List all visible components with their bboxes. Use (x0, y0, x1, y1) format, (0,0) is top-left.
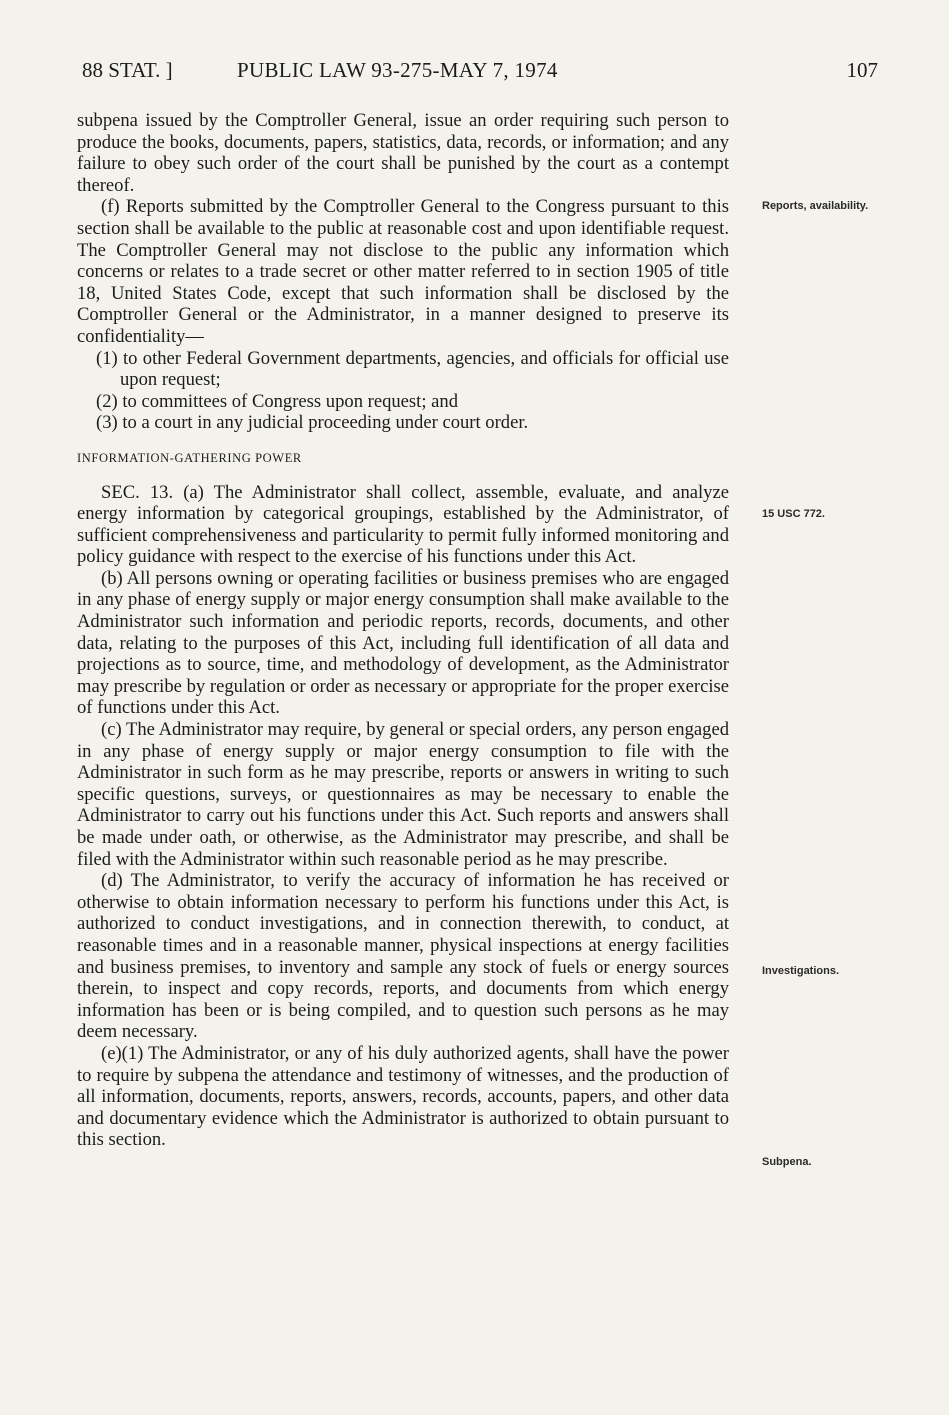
paragraph-continued: subpena issued by the Comptroller General, issue an order requiring such person to produce the books, documents, papers, statistics, data, records, or information; and any failure to obey such order of the court shall be punished by the court as a contempt thereof. (77, 110, 729, 196)
paragraph-f: (f) Reports submitted by the Comptroller General to the Congress pursuant to this section shall be available to the public at reasonable cost and upon identifiable request. The Comptroller General may not disclose to the public any information which concerns or relates to a trade secret or other matter referred to in section 1905 of title 18, United States Code, except that such information shall be disclosed by the Comptroller General or the Administrator, in a manner designed to preserve its confidentiality— (77, 196, 729, 347)
paragraph-b: (b) All persons owning or operating facilities or business premises who are engaged in any phase of energy supply or major energy consumption shall make available to the Administrator such information and periodic reports, records, documents, and other data, relating to the purposes of this Act, including full identification of all data and projections as to source, time, and methodology of development, as the Administrator may prescribe by regulation or order as necessary or appropriate for the proper exercise of functions under this Act. (77, 567, 729, 719)
paragraph-e1: (e)(1) The Administrator, or any of his duly authorized agents, shall have the power to require by subpena the attendance and testimony of witnesses, and the production of all information, documents, reports, answers, records, accounts, papers, and other data and documentary evidence which the Administrator is authorized to obtain pursuant to this section. (77, 1042, 729, 1151)
margin-note-investigations: Investigations. (762, 965, 840, 977)
page-title: PUBLIC LAW 93-275-MAY 7, 1974 (237, 58, 558, 82)
section-heading: INFORMATION-GATHERING POWER (77, 450, 302, 465)
page-number: 107 (846, 58, 878, 82)
page-header (82, 58, 878, 88)
document-body (77, 110, 729, 1151)
margin-note-reports: Reports, availability. (762, 200, 869, 212)
list-item-f3: (3) to a court in any judicial proceeding under court order. (96, 412, 529, 434)
section-label: SEC. 13. (101, 481, 174, 503)
sec13-a-text: (a) The Administrator shall collect, assemble, evaluate, and analyze energy information by categorical groupings, established by the Administrator, of sufficient comprehensiveness and particularity to permit fully informed monitoring and policy guidance with respect to the exercise of his functions under this Act. (77, 481, 729, 568)
list-item-f1: (1) to other Federal Government departments, agencies, and officials for official use upon request; (96, 347, 729, 391)
margin-note-subpena: Subpena. (762, 1156, 812, 1168)
paragraph-sec13-a (77, 482, 729, 568)
paragraph-d: (d) The Administrator, to verify the accuracy of information he has received or otherwise to obtain information necessary to perform his functions under this Act, is authorized to conduct investigations, and in connection therewith, to conduct, at reasonable times and in a reasonable manner, physical inspections at energy facilities and business premises, to inventory and sample any stock of fuels or energy sources therein, to inspect and copy records, reports, and documents from which energy information has been or is being compiled, and to question such persons as he may deem necessary. (77, 870, 729, 1043)
margin-note-usc: 15 USC 772. (762, 508, 825, 520)
paragraph-c: (c) The Administrator may require, by general or special orders, any person engaged in any phase of energy supply or major energy consumption to file with the Administrator in such form as he may prescribe, reports or answers in writing to such specific questions, surveys, or questionnaires as may be necessary to enable the Administrator to carry out his functions under this Act. Such reports and answers shall be made under oath, or otherwise, as the Administrator may prescribe, and shall be filed with the Administrator within such reasonable period as he may prescribe. (77, 719, 729, 870)
list-item-f2: (2) to committees of Congress upon request; and (96, 390, 458, 412)
statute-volume: 88 STAT. ] (82, 58, 173, 82)
